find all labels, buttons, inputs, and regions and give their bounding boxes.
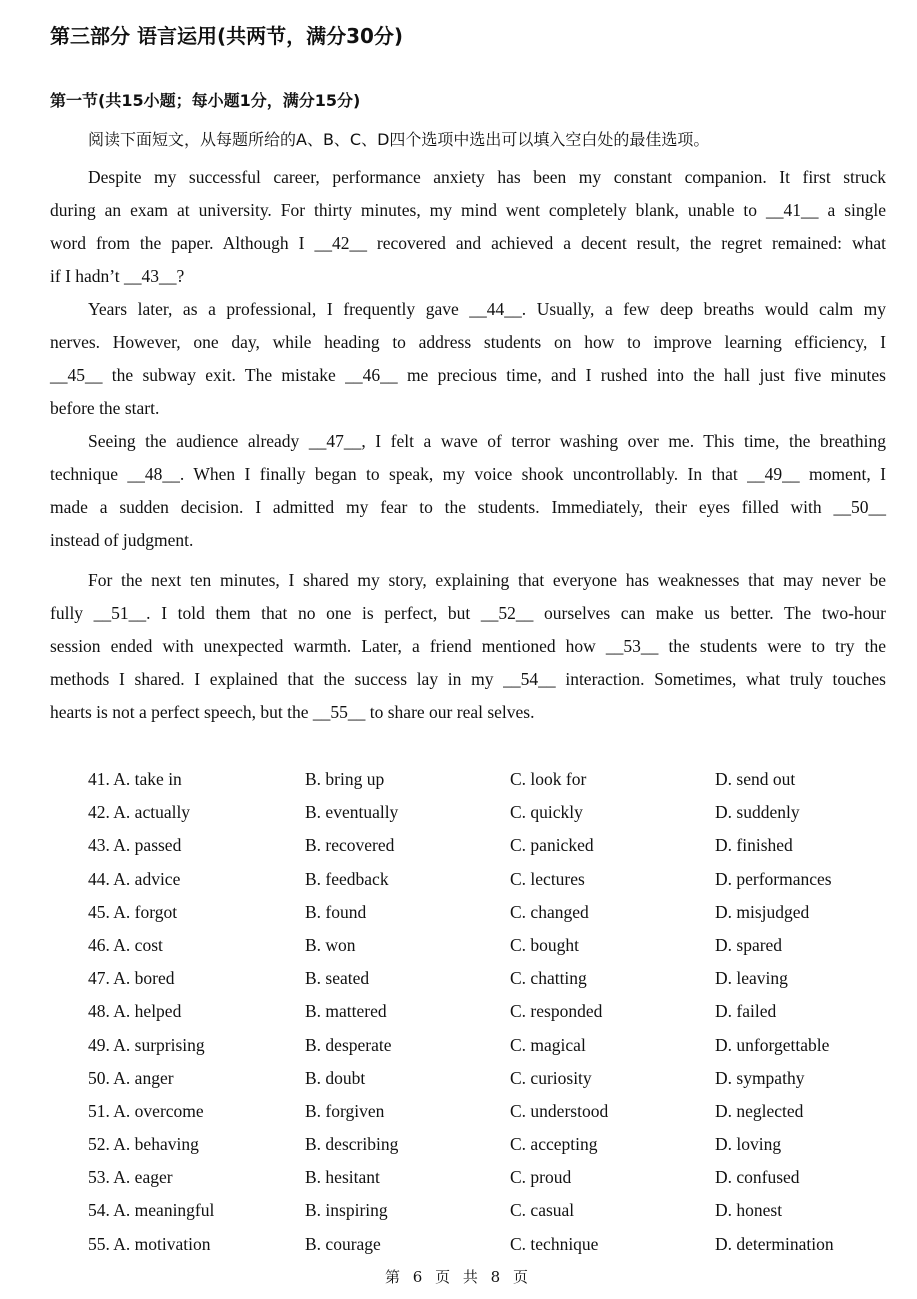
passage-line: For the next ten minutes, I shared my story, explaining that everyone has weaknesses that may never be [88, 570, 886, 590]
option-c: C. look for [510, 769, 587, 789]
question-row [88, 962, 888, 995]
option-d: D. performances [715, 868, 832, 889]
option-a: 46. A. cost [88, 934, 163, 955]
option-c: C. changed [510, 901, 589, 922]
option-a: 50. A. anger [88, 1067, 174, 1088]
question-row [88, 1062, 888, 1095]
option-d: D. spared [715, 934, 783, 955]
option-a: 41. A. take in [88, 769, 182, 789]
instructions: 阅读下面短文，从每题所给的A、B、C、D四个选项中选出可以填入空白处的最佳选项。 [88, 130, 710, 149]
option-d: D. determination [715, 1233, 834, 1254]
option-b: B. describing [305, 1134, 399, 1155]
question-row [88, 1128, 888, 1161]
option-b: B. recovered [305, 835, 395, 856]
option-c: C. chatting [510, 968, 587, 989]
option-b: B. mattered [305, 1001, 387, 1022]
question-row [88, 995, 888, 1028]
option-b: B. forgiven [305, 1100, 385, 1121]
part-title: 第三部分 语言运用(共两节，满分30分) [50, 24, 404, 48]
option-a: 42. A. actually [88, 802, 191, 823]
passage-line: fully __51__. I told them that no one is perfect, but __52__ ourselves can make us better. The two-hour [50, 603, 886, 623]
option-c: C. understood [510, 1100, 609, 1121]
option-c: C. panicked [510, 835, 594, 856]
option-d: D. failed [715, 1001, 777, 1022]
option-b: B. bring up [305, 769, 385, 789]
question-row [88, 829, 888, 862]
option-b: B. courage [305, 1233, 381, 1254]
option-a: 45. A. forgot [88, 901, 178, 922]
option-a: 53. A. eager [88, 1167, 173, 1188]
option-d: D. honest [715, 1200, 783, 1221]
option-d: D. confused [715, 1167, 800, 1188]
page-number: 第 6 页 共 8 页 [385, 1268, 532, 1286]
option-c: C. quickly [510, 802, 583, 823]
option-a: 48. A. helped [88, 1001, 182, 1022]
option-a: 47. A. bored [88, 968, 175, 989]
question-options [88, 763, 888, 1261]
passage-paragraph-3 [50, 425, 886, 557]
option-c: C. technique [510, 1233, 599, 1254]
option-b: B. desperate [305, 1034, 392, 1055]
option-b: B. inspiring [305, 1200, 388, 1221]
passage-paragraph-2 [50, 293, 886, 425]
option-a: 51. A. overcome [88, 1100, 204, 1121]
option-c: C. bought [510, 934, 580, 955]
option-a: 44. A. advice [88, 868, 181, 889]
question-row [88, 1161, 888, 1194]
passage-line: methods I shared. I explained that the success lay in my __54__ interaction. Sometimes, what truly touches [50, 669, 886, 689]
passage-line: instead of judgment. [50, 530, 194, 550]
option-d: D. send out [715, 769, 796, 789]
option-d: D. misjudged [715, 901, 810, 922]
option-c: C. responded [510, 1001, 603, 1022]
question-row [88, 863, 888, 896]
passage-line: Seeing the audience already __47__, I felt a wave of terror washing over me. This time, the breathing [88, 431, 886, 451]
passage-line: Years later, as a professional, I frequently gave __44__. Usually, a few deep breaths would calm my [88, 299, 886, 319]
passage-paragraph-1 [50, 161, 886, 293]
option-d: D. suddenly [715, 802, 800, 823]
option-c: C. accepting [510, 1134, 598, 1155]
option-b: B. won [305, 934, 356, 955]
passage-line: made a sudden decision. I admitted my fear to the students. Immediately, their eyes filled with __50__ [50, 497, 886, 517]
passage-line: hearts is not a perfect speech, but the __55__ to share our real selves. [50, 702, 535, 722]
option-a: 52. A. behaving [88, 1134, 199, 1155]
option-a: 49. A. surprising [88, 1034, 205, 1055]
option-d: D. neglected [715, 1100, 804, 1121]
passage-line: during an exam at university. For thirty minutes, my mind went completely blank, unable to __41__ a single [50, 200, 886, 220]
option-b: B. eventually [305, 802, 399, 823]
option-c: C. lectures [510, 868, 585, 889]
passage-paragraph-4 [50, 564, 886, 729]
section-title: 第一节(共15小题；每小题1分，满分15分) [50, 91, 361, 110]
question-row [88, 1194, 888, 1227]
question-row [88, 1029, 888, 1062]
option-c: C. proud [510, 1167, 572, 1188]
passage-line: technique __48__. When I finally began to speak, my voice shook uncontrollably. In that __49__ moment, I [50, 464, 886, 484]
option-d: D. finished [715, 835, 793, 856]
option-b: B. hesitant [305, 1167, 380, 1188]
passage-line: session ended with unexpected warmth. Later, a friend mentioned how __53__ the students were to try the [50, 636, 886, 656]
question-row [88, 796, 888, 829]
question-row [88, 1095, 888, 1128]
option-a: 55. A. motivation [88, 1233, 211, 1254]
question-row [88, 929, 888, 962]
question-row [88, 896, 888, 929]
option-d: D. unforgettable [715, 1034, 830, 1055]
option-d: D. leaving [715, 968, 788, 989]
question-row [88, 1228, 888, 1261]
option-c: C. casual [510, 1200, 575, 1221]
option-b: B. feedback [305, 868, 389, 889]
passage-line: if I hadn’t __43__? [50, 266, 185, 286]
passage-line: nerves. However, one day, while heading to address students on how to improve learning efficiency, I [50, 332, 886, 352]
passage-line: before the start. [50, 398, 160, 418]
option-b: B. doubt [305, 1067, 366, 1088]
option-b: B. seated [305, 968, 370, 989]
passage-line: __45__ the subway exit. The mistake __46__ me precious time, and I rushed into the hall just five minutes [50, 365, 886, 385]
passage-line: word from the paper. Although I __42__ recovered and achieved a decent result, the regret remained: what [50, 233, 886, 253]
option-d: D. loving [715, 1134, 782, 1155]
option-b: B. found [305, 901, 367, 922]
question-row [88, 763, 888, 796]
passage-line: Despite my successful career, performance anxiety has been my constant companion. It first struck [88, 167, 886, 187]
option-a: 54. A. meaningful [88, 1200, 215, 1221]
option-c: C. curiosity [510, 1067, 592, 1088]
option-d: D. sympathy [715, 1067, 805, 1088]
option-c: C. magical [510, 1034, 586, 1055]
option-a: 43. A. passed [88, 835, 182, 856]
